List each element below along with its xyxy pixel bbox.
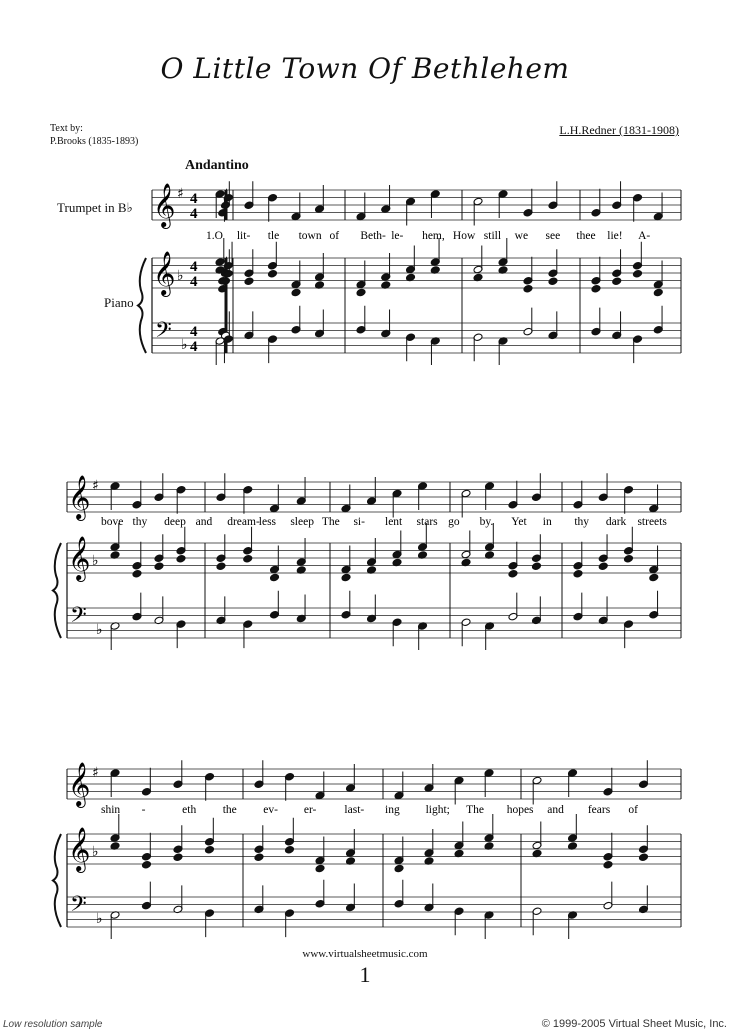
treble-clef-icon: 𝄞 — [153, 183, 176, 227]
notehead — [624, 554, 634, 563]
lyric-syllable: hem, — [422, 230, 445, 242]
key-signature: ♭ — [96, 622, 103, 638]
bass-clef-icon: 𝄢 — [70, 892, 87, 922]
lyric-syllable: thee — [576, 230, 596, 242]
lyric-syllable: the — [222, 804, 237, 816]
lyric-syllable: and — [547, 804, 564, 816]
notehead — [598, 562, 608, 571]
lyric-syllable: of — [329, 230, 340, 242]
notehead — [633, 269, 643, 278]
notehead — [243, 554, 253, 563]
lyric-syllable: we — [514, 230, 529, 242]
lyric-syllable: si- — [353, 516, 365, 528]
notehead — [315, 864, 325, 873]
text-by-label: Text by: — [50, 123, 83, 134]
composer-credit: L.H.Redner (1831-1908) — [559, 123, 679, 137]
notehead — [270, 573, 280, 582]
lyric-syllable: dream- — [227, 516, 260, 528]
website-url[interactable]: www.virtualsheetmusic.com — [302, 948, 428, 960]
lyric-syllable: ing — [385, 804, 400, 816]
lyric-syllable: ev- — [263, 804, 278, 816]
key-signature: ♯ — [177, 186, 184, 202]
key-signature: ♭ — [96, 911, 103, 927]
lyric-syllable: tle — [267, 230, 280, 242]
lyric-syllable: shin — [101, 804, 121, 816]
lyricist-name: P.Brooks (1835-1893) — [50, 136, 139, 147]
lyric-syllable: of — [628, 804, 639, 816]
staff-lines — [53, 183, 681, 927]
notehead — [523, 284, 533, 293]
notehead — [653, 288, 663, 297]
lyrics — [101, 230, 667, 816]
treble-clef-icon: 𝄞 — [153, 251, 176, 295]
key-signature: ♭ — [181, 337, 188, 353]
lyric-syllable: see — [545, 230, 561, 242]
time-signature: 4 — [190, 274, 198, 290]
treble-clef-icon: 𝄞 — [68, 536, 91, 580]
notehead — [639, 853, 649, 862]
lyric-syllable: light; — [425, 804, 450, 816]
lyric-syllable: thy — [574, 516, 590, 528]
lyric-syllable: 1.O — [206, 230, 223, 242]
notehead — [508, 569, 518, 578]
time-signature: 4 — [190, 324, 198, 340]
lyric-syllable: deep — [164, 516, 186, 528]
notehead — [254, 853, 264, 862]
lyric-syllable: hopes — [506, 804, 534, 816]
lyric-syllable: sleep — [290, 516, 314, 528]
lyric-syllable: stars — [416, 516, 438, 528]
notehead — [394, 864, 404, 873]
notehead — [291, 288, 301, 297]
bass-clef-icon: 𝄢 — [155, 318, 172, 348]
lyric-syllable: by. — [479, 516, 494, 528]
notehead — [341, 573, 351, 582]
time-signature: 4 — [190, 259, 198, 275]
notehead — [268, 269, 278, 278]
lyric-syllable: thy — [132, 516, 148, 528]
treble-clef-icon: 𝄞 — [68, 762, 91, 806]
notehead — [142, 860, 152, 869]
lyric-syllable: lent — [385, 516, 403, 528]
treble-clef-icon: 𝄞 — [68, 827, 91, 871]
time-signature: 4 — [190, 339, 198, 355]
lyric-syllable: eth — [182, 804, 197, 816]
lyric-syllable: go — [448, 516, 460, 528]
instrument-label-trumpet: Trumpet in B♭ — [57, 200, 133, 215]
notehead — [548, 277, 558, 286]
lyric-syllable: lie! — [607, 230, 623, 242]
lyric-syllable: in — [542, 516, 552, 528]
lyric-syllable: fears — [587, 804, 611, 816]
time-signature: 4 — [190, 206, 198, 222]
notehead — [573, 569, 583, 578]
lyric-syllable: streets — [637, 516, 667, 528]
lyric-syllable: last- — [344, 804, 365, 816]
lyric-syllable: er- — [303, 804, 317, 816]
piano-brace-icon — [138, 258, 146, 353]
copyright-notice: © 1999-2005 Virtual Sheet Music, Inc. — [541, 1018, 727, 1030]
piano-brace-icon — [53, 834, 61, 927]
lyric-syllable: less — [258, 516, 277, 528]
notehead — [603, 860, 613, 869]
lyric-syllable: le- — [391, 230, 404, 242]
lyric-syllable: Yet — [511, 516, 527, 528]
piano-brace-icon — [53, 543, 61, 638]
lyric-syllable: bove — [101, 516, 124, 528]
lyric-syllable: - — [141, 804, 146, 816]
low-resolution-notice: Low resolution sample — [3, 1019, 103, 1030]
lyric-syllable: dark — [605, 516, 627, 528]
lyric-syllable: still — [483, 230, 502, 242]
notehead — [244, 277, 254, 286]
lyric-syllable: The — [466, 804, 485, 816]
lyric-syllable: Beth- — [360, 230, 386, 242]
notehead — [591, 284, 601, 293]
key-signature: ♭ — [92, 553, 99, 569]
notehead — [154, 562, 164, 571]
tempo-marking: Andantino — [185, 158, 249, 173]
key-signature: ♭ — [177, 268, 184, 284]
page-number: 1 — [359, 962, 371, 987]
notehead — [216, 562, 226, 571]
lyric-syllable: A- — [638, 230, 651, 242]
notehead — [612, 277, 622, 286]
notehead — [356, 288, 366, 297]
notehead — [649, 573, 659, 582]
lyric-syllable: town — [298, 230, 322, 242]
time-signature: 4 — [190, 191, 198, 207]
page-title: O Little Town Of Bethlehem — [160, 52, 570, 85]
lyric-syllable: and — [195, 516, 213, 528]
notehead — [205, 845, 215, 854]
lyric-syllable: The — [321, 516, 340, 528]
notehead — [173, 853, 183, 862]
key-signature: ♯ — [92, 478, 99, 494]
lyric-syllable: lit- — [236, 230, 251, 242]
instrument-label-piano: Piano — [104, 295, 134, 310]
notehead — [176, 554, 186, 563]
notehead — [532, 562, 542, 571]
bass-clef-icon: 𝄢 — [70, 603, 87, 633]
key-signature: ♯ — [92, 765, 99, 781]
notehead — [285, 845, 295, 854]
key-signature: ♭ — [92, 844, 99, 860]
lyric-syllable: How — [452, 230, 476, 242]
notehead — [132, 569, 142, 578]
treble-clef-icon: 𝄞 — [68, 475, 91, 519]
